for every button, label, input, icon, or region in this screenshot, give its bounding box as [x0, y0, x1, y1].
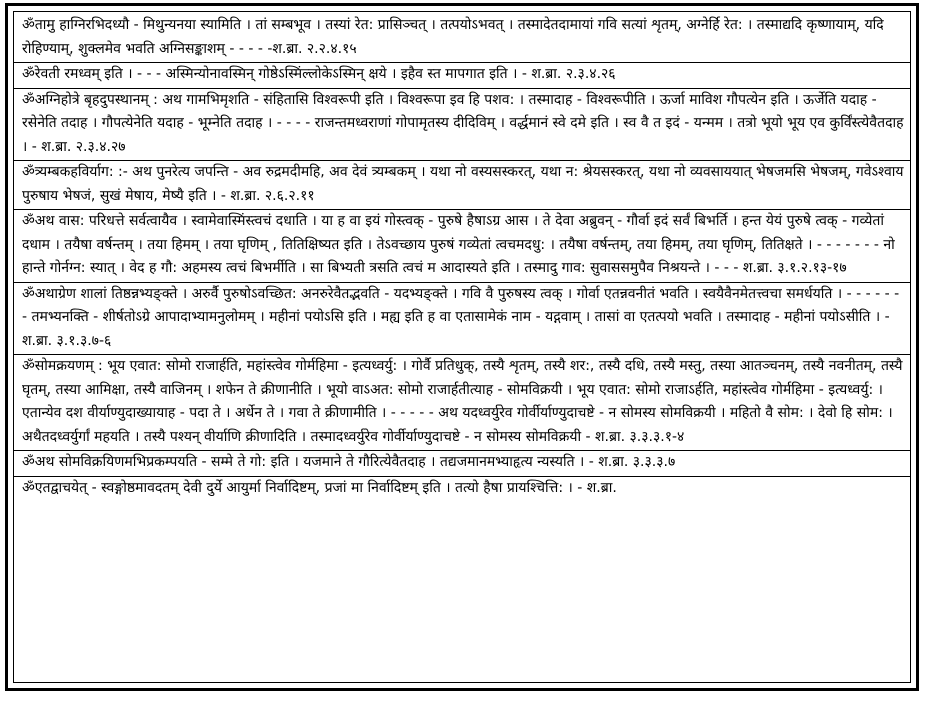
passage-5: ॐअथ वास: परिधत्ते सर्वत्वायैव । स्वामेवास्मिंस्त्वचं दधाति । या ह वा इयं गोस्त्वक् - पुरुषे हैषाऽग्र आस । ते देवा अब्रुवन् - गौर्वा इदं सर्वं बिभर्ति । हन्त येयं पुरुषे त्वक् - गव्येतां दधाम । तयैषा वर्षन्तम् । तया हिमम् । तया घृणिम् , तितिक्षिष्यत इति । तेऽवच्छाय पुरुषं गव्येतां त्वचमदधु: । तयैषा वर्षन्तम्, तया हिमम्, तया घृणिम्, तितिक्षते । - - - - - - - नो हान्ते गोर्नग्न: स्यात् । वेद ह गौ: अहमस्य त्वचं बिभर्मीति । सा बिभ्यती त्रसति त्वचं म आदास्यते इति । तस्मादु गाव: सुवाससमुपैव निश्रयन्ते । - - - श.ब्रा. ३.१.२.१३-१७ [22, 213, 895, 276]
passage-3: ॐअग्निहोत्रे बृहदुपस्थानम् : अथ गामभिमृशति - संहितासि विश्वरूपी इति । विश्वरूपा इव हि पशव: । तस्मादाह - विश्वरूपीति । ऊर्जा माविश गौपत्येन इति । ऊर्जेति यदाह - रसेनेति तदाह । गौपत्येनेति यदाह - भूम्नेति तदाह । - - - - राजन्तमध्वराणां गोपामृतस्य दीदिविम् । वर्द्धमानं स्वे दमे इति । स्व वै त इदं - यन्मम । तत्रो भूयो भूय एव कुर्विंस्त्येवैतदाह । - श.ब्रा. २.३.४.२७ [22, 91, 904, 155]
passage-1: ॐतामु हाग्निरभिदध्यौ - मिथुन्यनया स्यामिति । तां सम्बभूव । तस्यां रेत: प्रासिञ्चत् । तत्पयोऽभवत् । तस्मादेतदामायां गवि सत्यां शृतम्, अग्नेर्हि रेत: । तस्माद्यदि कृष्णायाम्, यदि रोहिण्याम्, शुक्लमेव भवति अग्निसङ्काशम् - - - - -श.ब्रा. २.२.४.१५ [22, 17, 884, 57]
passage-2: ॐरेवती रमध्वम् इति । - - - अस्मिन्योनावस्मिन् गोष्ठेऽस्मिंल्लोकेऽस्मिन् क्षये । इहैव स्त मापगात इति । - श.ब्रा. २.३.४.२६ [22, 66, 616, 82]
text-content [22, 14, 904, 500]
passage-7: ॐसोमक्रयणम् : भूय एवात: सोमो राजार्हति, महांस्त्वेव गोर्महिमा - इत्यध्वर्यु: । गोर्वै प्रतिधुक्, तस्यै शृतम्, तस्यै शर:, तस्यै दधि, तस्यै मस्तु, तस्या आतञ्चनम्, तस्यै नवनीतम्, तस्यै घृतम्, तस्या आमिक्षा, तस्यै वाजिनम् । शफेन ते क्रीणानीति । भूयो वाऽअत: सोमो राजार्हतीत्याह - सोमविक्रयी । भूय एवात: सोमो राजाऽर्हति, महांस्त्वेव गोर्महिमा - इत्यध्वर्यु: । एतान्येव दश वीर्याण्युदाख्यायाह - पदा ते । अर्धेन ते । गवा ते क्रीणामीति । - - - - - अथ यदध्वर्युरेव गोर्वीर्याण्युदाचष्टे - न सोमस्य सोमविक्रयी । महितो वै सोम: । देवो हि सोम: । अथैतदध्वर्युर्गां महयति । तस्यै पश्यन् वीर्याणि क्रीणादिति । तस्मादध्वर्युरेव गोर्वीर्याण्युदाचष्टे - न सोमस्य सोमविक्रयी - श.ब्रा. ३.३.३.१-४ [22, 358, 903, 445]
passage-6: ॐअथाग्रेण शालां तिष्ठन्नभ्यङ्क्ते । अरुर्वै पुरुषोऽवच्छित: अनरुरेवैतद्भवति - यदभ्यङ्क्ते । गवि वै पुरुषस्य त्वक् । गोर्वा एतन्नवनीतं भवति । स्वयैवैनमेतत्त्वचा समर्धयति । - - - - - - - तमभ्यनक्ति - शीर्षतोऽग्रे आपादाभ्यामनुलोमम् । महीनां पयोऽसि इति । मह्य इति ह वा एतासामेकं नाम - यद्गवाम् । तासां वा एतत्पयो भवति । तस्मादाह - महीनां पयोऽसीति । - श.ब्रा. ३.१.३.७-६ [22, 285, 900, 349]
passage-4: ॐत्र्यम्बकहविर्याग: :- अथ पुनरेत्य जपन्ति - अव रुद्रमदीमहि, अव देवं त्र्यम्बकम् । यथा नो वस्यसस्करत्, यथा न: श्रेयसस्करत्, यथा नो व्यवसाययात् भेषजमसि भेषजम्, गवेऽश्वाय पुरुषाय भेषजं, सुखं मेषाय, मेष्यै इति । - श.ब्रा. २.६.२.११ [22, 164, 904, 204]
page-border-outer [5, 3, 919, 691]
passage-8: ॐअथ सोमविक्रयिणमभिप्रकम्पयति - सम्मे ते गो: इति । यजमाने ते गौरित्येवैतदाह । तद्यजमानमभ्याहृत्य न्यस्यति । - श.ब्रा. ३.३.३.७ [22, 454, 676, 470]
page-border-inner [13, 11, 911, 683]
passage-9: ॐएतद्वाचयेत् - स्वङ्गोष्ठमावदतम् देवी दुर्ये आयुर्मा निर्वादिष्टम्, प्रजां मा निर्वादिष्टम् इति । तत्यो हैषा प्रायश्चित्ति: । - श.ब्रा. [22, 479, 617, 496]
